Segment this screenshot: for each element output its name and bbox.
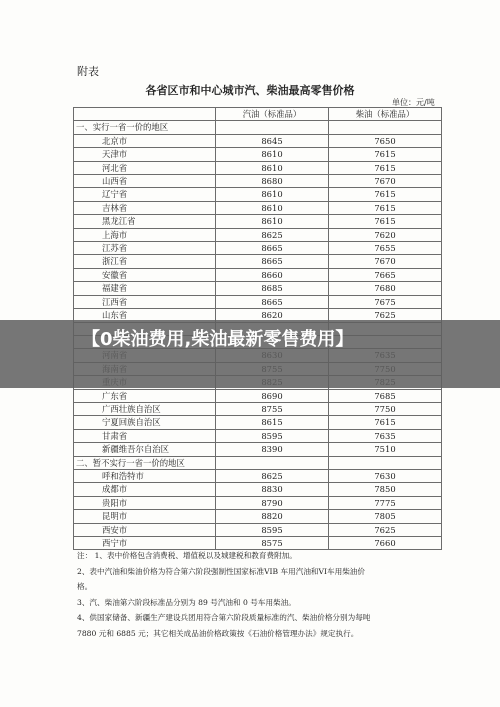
diesel-price-cell: 7615 bbox=[329, 161, 442, 174]
section-header-row bbox=[74, 121, 442, 134]
note-line: 3、汽、柴油第六阶段标准品分别为 89 号汽油和 0 号车用柴油。 bbox=[77, 597, 296, 607]
table-row bbox=[74, 510, 442, 523]
diesel-price-cell: 7620 bbox=[329, 228, 442, 241]
region-cell: 呼和浩特市 bbox=[74, 469, 216, 482]
region-cell: 贵阳市 bbox=[74, 496, 216, 509]
diesel-price-cell: 7625 bbox=[329, 309, 442, 322]
region-cell: 二、暂不实行一省一价的地区 bbox=[74, 456, 216, 469]
diesel-price-cell: 7615 bbox=[329, 188, 442, 201]
diesel-price-cell: 7850 bbox=[329, 483, 442, 496]
diesel-price-cell: 柴油（标准品） bbox=[329, 108, 442, 121]
gasoline-price-cell: 8660 bbox=[216, 268, 329, 281]
table-row bbox=[74, 402, 442, 415]
gasoline-price-cell: 8610 bbox=[216, 201, 329, 214]
region-cell: 黑龙江省 bbox=[74, 215, 216, 228]
gasoline-price-cell: 8685 bbox=[216, 282, 329, 295]
diesel-price-cell bbox=[329, 456, 442, 469]
gasoline-price-cell: 8625 bbox=[216, 469, 329, 482]
note-line: 2、表中汽油和柴油价格为符合第六阶段强制性国家标准VIB 车用汽油和VI车用柴油价 bbox=[77, 566, 365, 576]
table-row bbox=[74, 295, 442, 308]
diesel-price-cell: 7510 bbox=[329, 443, 442, 456]
gasoline-price-cell: 8620 bbox=[216, 309, 329, 322]
diesel-price-cell: 7805 bbox=[329, 510, 442, 523]
table-row bbox=[74, 242, 442, 255]
notes bbox=[77, 548, 445, 641]
gasoline-price-cell: 8625 bbox=[216, 228, 329, 241]
gasoline-price-cell: 8595 bbox=[216, 523, 329, 536]
diesel-price-cell: 7685 bbox=[329, 389, 442, 402]
region-cell: 成都市 bbox=[74, 483, 216, 496]
table-row bbox=[74, 148, 442, 161]
note-line: 注： 1、表中价格包含消费税、增值税以及城建税和教育费附加。 bbox=[77, 551, 297, 560]
gasoline-price-cell: 8665 bbox=[216, 242, 329, 255]
region-cell: 昆明市 bbox=[74, 510, 216, 523]
region-cell: 吉林省 bbox=[74, 201, 216, 214]
table-row bbox=[74, 523, 442, 536]
diesel-price-cell: 7615 bbox=[329, 148, 442, 161]
table-row bbox=[74, 483, 442, 496]
gasoline-price-cell: 8790 bbox=[216, 496, 329, 509]
table-row bbox=[74, 416, 442, 429]
table-row bbox=[74, 429, 442, 442]
diesel-price-cell: 7670 bbox=[329, 255, 442, 268]
diesel-price-cell: 7655 bbox=[329, 242, 442, 255]
region-cell: 福建省 bbox=[74, 282, 216, 295]
region-cell: 辽宁省 bbox=[74, 188, 216, 201]
region-cell: 河北省 bbox=[74, 161, 216, 174]
region-cell: 西安市 bbox=[74, 523, 216, 536]
gasoline-price-cell: 8645 bbox=[216, 134, 329, 147]
gasoline-price-cell: 8610 bbox=[216, 161, 329, 174]
diesel-price-cell: 7680 bbox=[329, 282, 442, 295]
region-cell: 广西壮族自治区 bbox=[74, 402, 216, 415]
diesel-price-cell: 7750 bbox=[329, 402, 442, 415]
region-cell: 山东省 bbox=[74, 309, 216, 322]
table-row bbox=[74, 389, 442, 402]
note-line: 格。 bbox=[77, 582, 93, 591]
gasoline-price-cell: 8830 bbox=[216, 483, 329, 496]
gasoline-price-cell: 8680 bbox=[216, 175, 329, 188]
gasoline-price-cell bbox=[216, 121, 329, 134]
gasoline-price-cell: 8575 bbox=[216, 536, 329, 549]
diesel-price-cell: 7615 bbox=[329, 416, 442, 429]
diesel-price-cell: 7650 bbox=[329, 134, 442, 147]
gasoline-price-cell: 8615 bbox=[216, 416, 329, 429]
region-cell: 天津市 bbox=[74, 148, 216, 161]
region-cell: 上海市 bbox=[74, 228, 216, 241]
unit-label: 单位：元/吨 bbox=[392, 98, 435, 107]
table-row bbox=[74, 201, 442, 214]
note-line: 7880 元和 6885 元；其它相关成品油价格政策按《石油价格管理办法》规定执行。 bbox=[77, 628, 359, 638]
region-cell: 山西省 bbox=[74, 175, 216, 188]
diesel-price-cell: 7670 bbox=[329, 175, 442, 188]
gasoline-price-cell: 汽油（标准品） bbox=[216, 108, 329, 121]
diesel-price-cell: 7615 bbox=[329, 215, 442, 228]
region-cell: 江苏省 bbox=[74, 242, 216, 255]
diesel-price-cell: 7635 bbox=[329, 429, 442, 442]
table-row bbox=[74, 188, 442, 201]
gasoline-price-cell: 8390 bbox=[216, 443, 329, 456]
section-header-row bbox=[74, 456, 442, 469]
diesel-price-cell: 7665 bbox=[329, 268, 442, 281]
note-line: 4、供国家储备、新疆生产建设兵团用符合第六阶段质量标准的汽、柴油价格分别为每吨 bbox=[77, 613, 371, 622]
gasoline-price-cell: 8610 bbox=[216, 188, 329, 201]
gasoline-price-cell: 8755 bbox=[216, 402, 329, 415]
gasoline-price-cell bbox=[216, 456, 329, 469]
gasoline-price-cell: 8665 bbox=[216, 255, 329, 268]
table-row bbox=[74, 215, 442, 228]
table-row bbox=[74, 496, 442, 509]
table-row bbox=[74, 255, 442, 268]
region-cell: 浙江省 bbox=[74, 255, 216, 268]
table-row bbox=[74, 469, 442, 482]
table-row bbox=[74, 175, 442, 188]
region-cell: 北京市 bbox=[74, 134, 216, 147]
header-row bbox=[74, 108, 442, 121]
diesel-price-cell: 7675 bbox=[329, 295, 442, 308]
gasoline-price-cell: 8665 bbox=[216, 295, 329, 308]
region-cell: 广东省 bbox=[74, 389, 216, 402]
diesel-price-cell: 7625 bbox=[329, 523, 442, 536]
document-title: 各省区市和中心城市汽、柴油最高零售价格 bbox=[145, 84, 355, 97]
region-cell: 西宁市 bbox=[74, 536, 216, 549]
region-cell bbox=[74, 108, 216, 121]
region-cell: 宁夏回族自治区 bbox=[74, 416, 216, 429]
region-cell: 甘肃省 bbox=[74, 429, 216, 442]
table-row bbox=[74, 268, 442, 281]
diesel-price-cell: 7615 bbox=[329, 201, 442, 214]
diesel-price-cell: 7630 bbox=[329, 469, 442, 482]
table-row bbox=[74, 134, 442, 147]
region-cell: 一、实行一省一价的地区 bbox=[74, 121, 216, 134]
gasoline-price-cell: 8820 bbox=[216, 510, 329, 523]
table-row bbox=[74, 282, 442, 295]
banner-title[interactable]: 【0柴油费用,柴油最新零售费用】 bbox=[82, 329, 354, 350]
table-row bbox=[74, 443, 442, 456]
table-row bbox=[74, 228, 442, 241]
attachment-label: 附表 bbox=[77, 65, 99, 78]
gasoline-price-cell: 8595 bbox=[216, 429, 329, 442]
diesel-price-cell: 7660 bbox=[329, 536, 442, 549]
region-cell: 新疆维吾尔自治区 bbox=[74, 443, 216, 456]
region-cell: 安徽省 bbox=[74, 268, 216, 281]
table-row bbox=[74, 161, 442, 174]
gasoline-price-cell: 8610 bbox=[216, 148, 329, 161]
diesel-price-cell bbox=[329, 121, 442, 134]
gasoline-price-cell: 8610 bbox=[216, 215, 329, 228]
region-cell: 江西省 bbox=[74, 295, 216, 308]
gasoline-price-cell: 8690 bbox=[216, 389, 329, 402]
diesel-price-cell: 7775 bbox=[329, 496, 442, 509]
